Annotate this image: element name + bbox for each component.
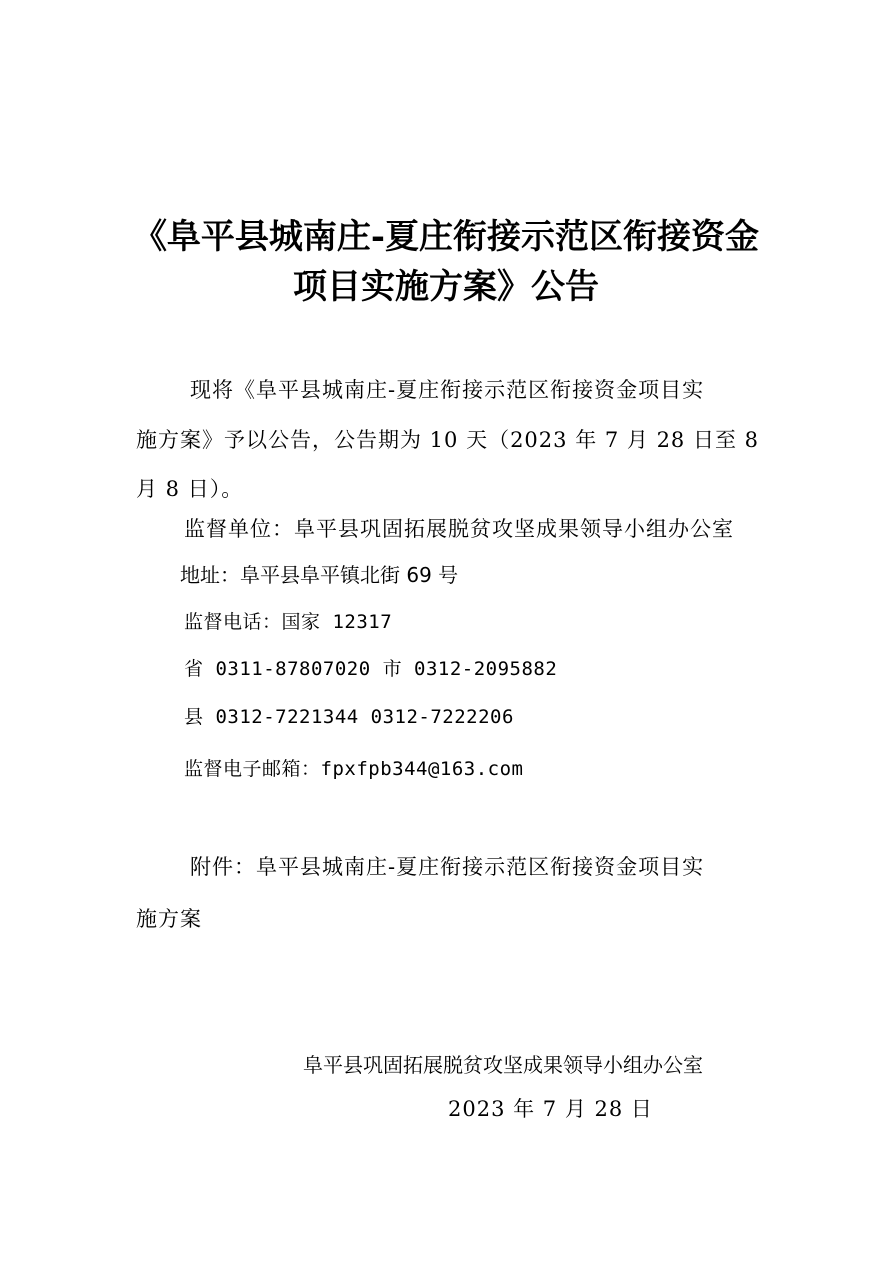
notice-title-line-1: 《阜平县城南庄-夏庄衔接示范区衔接资金 bbox=[132, 217, 760, 257]
supervisor-unit: 监督单位：阜平县巩固拓展脱贫攻坚成果领导小组办公室 bbox=[184, 517, 734, 541]
announcement-paragraph-line-3: 月 8 日）。 bbox=[136, 477, 244, 501]
supervision-phone-national: 监督电话：国家 12317 bbox=[184, 611, 393, 633]
address: 地址：阜平县阜平镇北街 69 号 bbox=[180, 563, 459, 587]
signature-date: 2023 年 7 月 28 日 bbox=[448, 1097, 653, 1121]
supervision-email: 监督电子邮箱：fpxfpb344@163.com bbox=[184, 758, 524, 780]
announcement-paragraph-line-2: 施方案》予以公告，公告期为 10 天（2023 年 7 月 28 日至 8 bbox=[136, 428, 760, 452]
supervision-phone-province-city: 省 0311-87807020 市 0312-2095882 bbox=[184, 658, 558, 680]
notice-title-line-2: 项目实施方案》公告 bbox=[293, 267, 599, 307]
supervision-phone-county: 县 0312-7221344 0312-7222206 bbox=[184, 706, 514, 728]
attachment-line-1: 附件：阜平县城南庄-夏庄衔接示范区衔接资金项目实 bbox=[190, 855, 705, 879]
attachment-line-2: 施方案 bbox=[136, 907, 202, 931]
signature-organization: 阜平县巩固拓展脱贫攻坚成果领导小组办公室 bbox=[303, 1053, 703, 1077]
announcement-paragraph-line-1: 现将《阜平县城南庄-夏庄衔接示范区衔接资金项目实 bbox=[190, 378, 705, 402]
